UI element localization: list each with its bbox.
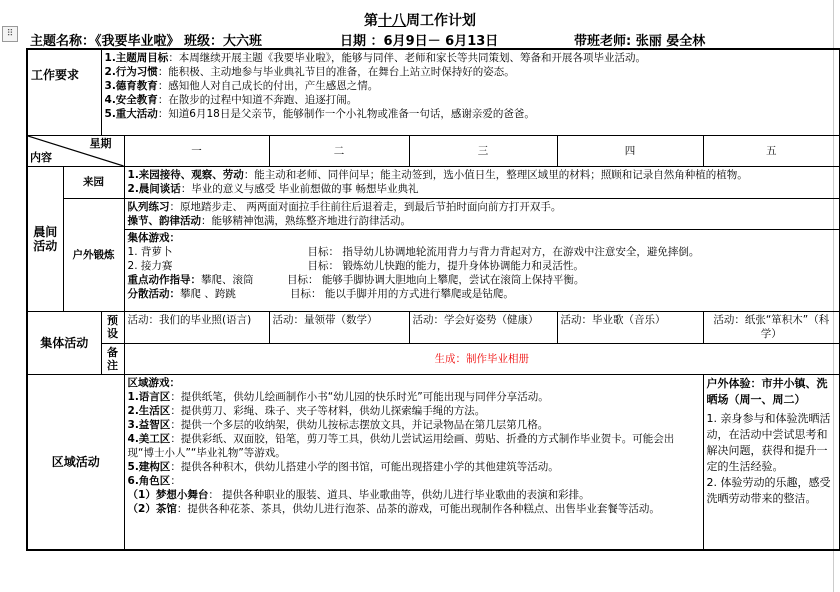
teachers-label: 带班老师: 张丽 晏全林: [574, 34, 706, 49]
area-games-content: 区域游戏： 1.语言区：提供纸笔，供幼儿绘画制作小书“幼儿园的快乐时光”可能出现与同伴分享活动。 2.生活区：提供剪刀、彩绳、珠子、夹子等材料，供幼儿探索编手绳的方法。 3.益智区：提供一个多层的收纳架，供幼儿按标志摆放文具，并记录物品在第几层第几格。 4.美工区：提供彩纸、双面胶，铅笔，剪刀等工具，供幼儿尝试运用绘画、剪贴、折叠的方式制作毕业贺卡。可能会出现“博士小人”“毕业礼物”等游戏。 5.建构区：提供各种积木，供幼儿搭建小学的图书馆，可能出现搭建小学的其他建筑等活动。 6.角色区： （1）梦想小舞台： 提供各种职业的服装、道具、毕业歌曲等，供幼儿进行毕业歌曲的表演和彩排。 （2）茶馆：提供各种花茶、茶具，供幼儿进行泡茶、品茶的游戏，可能出现制作各种糕点、出售毕业套餐等活动。: [124, 374, 703, 550]
morning-activity-label: 晨间活动: [27, 166, 63, 311]
outdoor-experience-item: 1. 亲身参与和体验洗晒活动，在活动中尝试思考和解决问题，获得和提升一定的生活经验。: [706, 411, 831, 473]
area-activity-label: 区域活动: [27, 374, 124, 550]
scatter-activity-row: 分散活动：攀爬 、跨跳 目标： 能以手脚并用的方式进行攀爬或是钻爬。: [127, 287, 514, 300]
day-header: 四: [557, 135, 703, 166]
area-item: （1）梦想小舞台： 提供各种职业的服装、道具、毕业歌曲等，供幼儿进行毕业歌曲的表演和彩排。: [127, 488, 590, 501]
collective-note: 生成：制作毕业相册: [124, 343, 840, 374]
day-header: 二: [269, 135, 409, 166]
theme-class-label: 主题名称：《我要毕业啦》 班级：大六班: [30, 34, 263, 49]
arrival-content: 1.来园接待、观察、劳动：能主动和老师、同伴问早；能主动签到，选小值日生，整理区域里的材料；照顾和记录自然角种植的植物。 2.晨间谈话：毕业的意义与感受 毕业前想做的事 畅想毕业典礼: [124, 166, 840, 198]
req-item: 4.安全教育：在散步的过程中知道不奔跑、追逐打闹。: [104, 94, 358, 106]
preset-label: 预设: [101, 311, 124, 343]
collective-activity-tue: 活动：量领带（数学）: [269, 311, 409, 343]
work-requirements: [101, 49, 840, 135]
collective-activity-mon: 活动：我们的毕业照(语言): [124, 311, 269, 343]
area-item: 3.益智区：提供一个多层的收纳架，供幼儿按标志摆放文具，并记录物品在第几层第几格。: [127, 418, 549, 431]
note-label: 备注: [101, 343, 124, 374]
game-row: 2. 接力赛 目标： 锻炼幼儿快跑的能力，提升身体协调能力和灵活性。: [127, 259, 584, 272]
area-item: 5.建构区：提供各种积木，供幼儿搭建小学的图书馆，可能出现搭建小学的其他建筑等活动。: [127, 460, 559, 473]
day-header: 一: [124, 135, 269, 166]
week-content-corner: 星期 内容: [27, 135, 124, 166]
game-row: 1. 背萝卜 目标： 指导幼儿协调地轮流用背力与背力背起对方，在游戏中注意安全，避免摔倒。: [127, 245, 700, 258]
area-item: 1.语言区：提供纸笔，供幼儿绘画制作小书“幼儿园的快乐时光”可能出现与同伴分享活动。: [127, 390, 549, 403]
req-item: 3.德育教育：感知他人对自己成长的付出，产生感恩之情。: [104, 80, 379, 92]
req-item: 1.主题周目标：本周继续开展主题《我要毕业啦》，能够与同伴、老师和家长等共同策划、筹备和开展各项毕业活动。: [104, 52, 647, 64]
outdoor-experience-title: 户外体验：市井小镇、洗晒场（周一、周二）: [706, 376, 828, 406]
weekly-plan-table: [26, 48, 840, 551]
req-item: 5.重大活动：知道6月18日是父亲节，能够制作一个小礼物或准备一句话，感谢亲爱的爸爸。: [104, 108, 535, 120]
group-games-content: 集体游戏： 1. 背萝卜 目标： 指导幼儿协调地轮流用背力与背力背起对方，在游戏中注意安全，避免摔倒。 2. 接力赛 目标： 锻炼幼儿快跑的能力，提升身体协调能力和灵活性。 重点动作指导：攀爬、滚筒 目标： 能够手脚协调大胆地向上攀爬，尝试在滚筒上保持平衡。 分散活动：攀爬 、跨跳 目标： 能以手脚并用的方式进行攀爬或是钻爬。: [124, 229, 840, 311]
day-header: 五: [703, 135, 840, 166]
area-item: （2）茶馆：提供各种花茶、茶具，供幼儿进行泡茶、品茶的游戏，可能出现制作各种糕点、出售毕业套餐等活动。: [127, 502, 660, 515]
area-item: 4.美工区：提供彩纸、双面胶，铅笔，剪刀等工具，供幼儿尝试运用绘画、剪贴、折叠的方式制作毕业贺卡。可能会出现“博士小人”“毕业礼物”等游戏。: [127, 432, 675, 459]
req-item: 2.行为习惯：能积极、主动地参与毕业典礼节目的准备，在舞台上站立时保持好的姿态。: [104, 66, 515, 78]
arrival-label: 来园: [63, 166, 124, 198]
week-number: 十八: [378, 13, 406, 29]
area-item: 2.生活区：提供剪刀、彩绳、珠子、夹子等材料，供幼儿探索编手绳的方法。: [127, 404, 486, 417]
outdoor-exercise-label: 户外锻炼: [63, 198, 124, 311]
page-title: 第十八周工作计划: [364, 13, 476, 29]
collective-activity-fri: 活动：纸张“箪积木”（科学）: [703, 311, 840, 343]
key-guide-row: 重点动作指导：攀爬、滚筒 目标： 能够手脚协调大胆地向上攀爬，尝试在滚筒上保持平衡。: [127, 273, 585, 286]
day-header: 三: [409, 135, 557, 166]
outdoor-experience-content: [703, 374, 840, 550]
outdoor-experience-item: 2. 体验劳动的乐趣，感受洗晒劳动带来的整洁。: [706, 475, 831, 505]
table-move-handle[interactable]: ⠿: [2, 26, 18, 42]
date-label: 日期 ：6月9日－ 6月13日: [340, 34, 499, 49]
collective-activity-wed: 活动：学会好姿势（健康）: [409, 311, 557, 343]
collective-activity-label: 集体活动: [27, 311, 101, 374]
work-requirements-label: 工作要求: [27, 49, 101, 135]
collective-activity-thu: 活动：毕业歌（音乐）: [557, 311, 703, 343]
area-item: 6.角色区：: [127, 474, 181, 487]
queue-exercise-content: 队列练习：原地踏步走、 两两面对面拉手往前往后退着走，到最后节拍时面向前方打开双手。 操节、韵律活动：能够精神饱满，熟练整齐地进行韵律活动。: [124, 198, 840, 229]
